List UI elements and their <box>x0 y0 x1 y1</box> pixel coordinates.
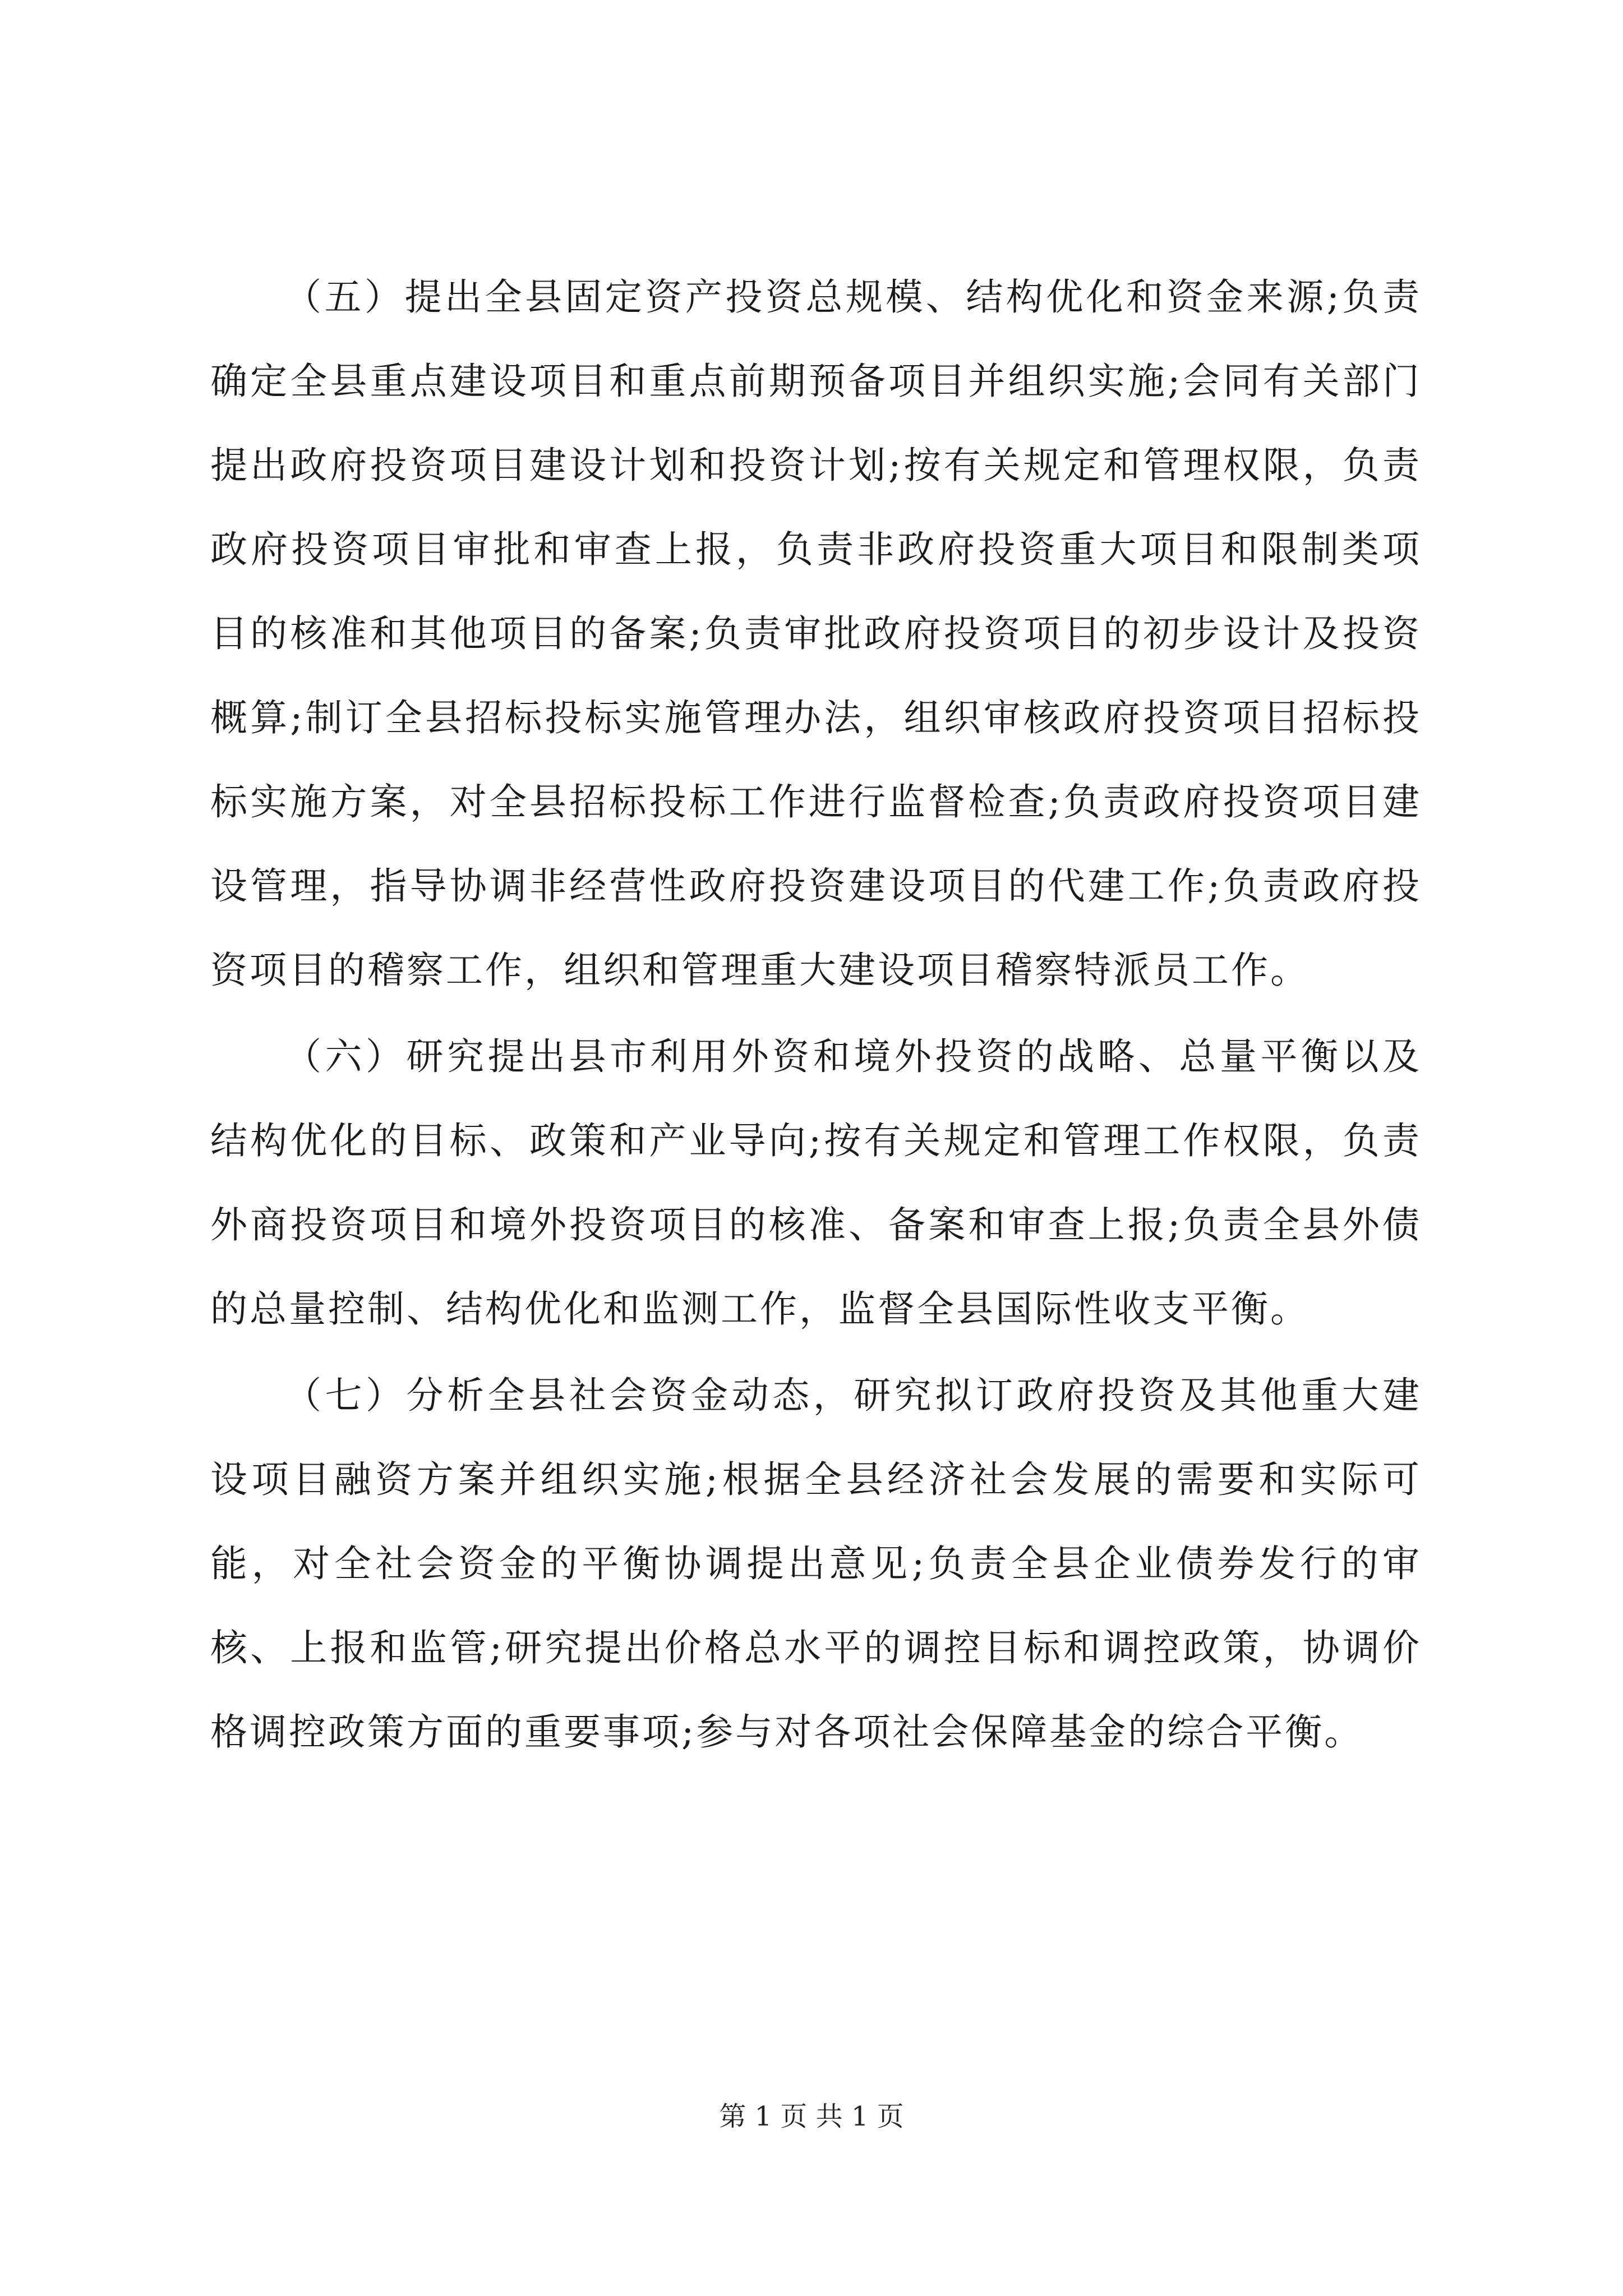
document-body <box>210 255 1422 1777</box>
paragraph-six: （六）研究提出县市利用外资和境外投资的战略、总量平衡以及结构优化的目标、政策和产业导向;按有关规定和管理工作权限，负责外商投资项目和境外投资项目的核准、备案和审查上报;负责全县外债的总量控制、结构优化和监测工作，监督全县国际性收支平衡。 <box>210 1035 1422 1331</box>
paragraph-seven: （七）分析全县社会资金动态，研究拟订政府投资及其他重大建设项目融资方案并组织实施;根据全县经济社会发展的需要和实际可能，对全社会资金的平衡协调提出意见;负责全县企业债券发行的审核、上报和监管;研究提出价格总水平的调控目标和调控政策，协调价格调控政策方面的重要事项;参与对各项社会保障基金的综合平衡。 <box>210 1374 1422 1754</box>
page-footer <box>0 2097 1623 2136</box>
paragraph-five: （五）提出全县固定资产投资总规模、结构优化和资金来源;负责确定全县重点建设项目和重点前期预备项目并组织实施;会同有关部门提出政府投资项目建设计划和投资计划;按有关规定和管理权限，负责政府投资项目审批和审查上报，负责非政府投资重大项目和限制类项目的核准和其他项目的备案;负责审批政府投资项目的初步设计及投资概算;制订全县招标投标实施管理办法，组织审核政府投资项目招标投标实施方案，对全县招标投标工作进行监督检查;负责政府投资项目建设管理，指导协调非经营性政府投资建设项目的代建工作;负责政府投资项目的稽察工作，组织和管理重大建设项目稽察特派员工作。 <box>210 275 1422 992</box>
page-number-label: 第 1 页 共 1 页 <box>719 2101 904 2132</box>
